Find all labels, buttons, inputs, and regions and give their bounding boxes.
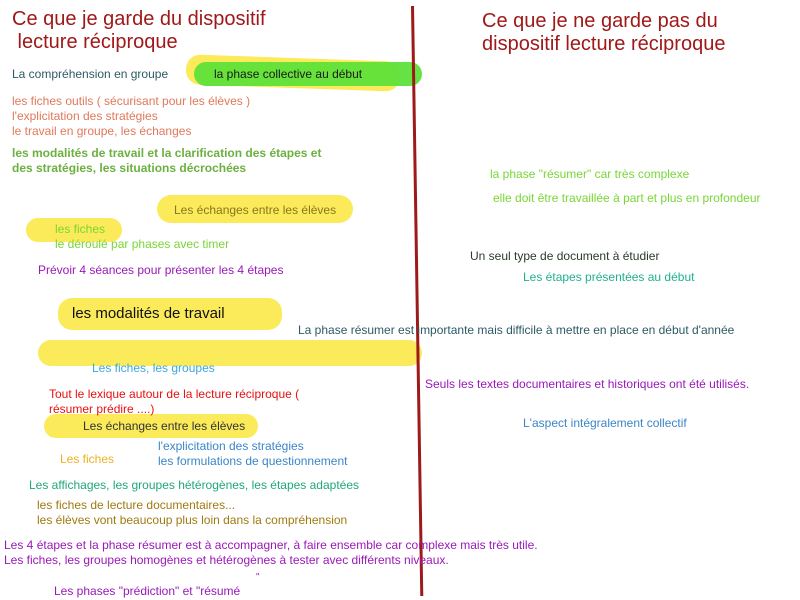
note-fiches-outils-line-2: l'explicitation des stratégies (12, 109, 158, 123)
note-echanges-2: Les échanges entre les élèves (83, 419, 246, 433)
note-modalites-travail: les modalités de travail (72, 305, 225, 322)
note-echanges-1: Les échanges entre les élèves (174, 203, 337, 217)
note-quatre-etapes (4, 538, 538, 568)
note-lexique-line-1: Tout le lexique autour de la lecture réciproque ( (49, 387, 300, 401)
note-fiches-lecture-line-1: les fiches de lecture documentaires... (37, 498, 236, 512)
note-fiches-outils-line-1: les fiches outils ( sécurisant pour les élèves ) (12, 94, 251, 108)
heading-right (482, 10, 725, 56)
note-seuls-textes: Seuls les textes documentaires et historiques ont été utilisés. (425, 377, 750, 391)
note-comprehension: La compréhension en groupe (12, 67, 169, 81)
note-fiches-lecture-line-2: les élèves vont beaucoup plus loin dans la compréhension (37, 513, 348, 527)
heading-left-line-1: Ce que je garde du dispositif (12, 8, 266, 30)
note-phases-prediction: Les phases "prédiction" et "résumé (54, 584, 241, 598)
note-fiches-deroule (55, 222, 229, 252)
note-fiches-groupes: Les fiches, les groupes (92, 361, 215, 375)
note-prevoir: Prévoir 4 séances pour présenter les 4 étapes (38, 263, 284, 277)
note-modalites-clarification (12, 146, 321, 176)
heading-right-line-1: Ce que je ne garde pas du (482, 10, 718, 32)
note-phase-collective: la phase collective au début (214, 67, 363, 81)
note-modalites-line-1: les modalités de travail et la clarification des étapes et (12, 146, 322, 160)
heading-left (12, 8, 266, 54)
note-phase-importante: La phase résumer est importante mais difficile à mettre en place en début d'année (298, 323, 735, 337)
note-affichages: Les affichages, les groupes hétérogènes, les étapes adaptées (29, 478, 360, 492)
note-fiches-outils (12, 94, 250, 139)
note-aspect-collectif: L'aspect intégralement collectif (523, 416, 687, 430)
note-modalites-line-2: des stratégies, les situations décrochées (12, 161, 247, 175)
note-phase-resumer: la phase "résumer" car très complexe (490, 167, 690, 181)
note-explicitation-line-2: les formulations de questionnement (158, 454, 348, 468)
note-etapes-debut: Les étapes présentées au début (523, 270, 695, 284)
note-fiches-outils-line-3: le travail en groupe, les échanges (12, 124, 192, 138)
note-stray-quote: " (256, 572, 260, 583)
note-lexique (49, 387, 299, 417)
note-travaillee: elle doit être travaillée à part et plus en profondeur (493, 191, 761, 205)
heading-right-line-2: dispositif lecture réciproque (482, 33, 726, 55)
note-quatre-etapes-line-1: Les 4 étapes et la phase résumer est à accompagner, à faire ensemble car complexe mais très utile. (4, 538, 538, 552)
note-fiches-line: les fiches (55, 222, 106, 236)
note-fiches-lecture (37, 498, 347, 528)
note-explicitation-line-1: l'explicitation des stratégies (158, 439, 304, 453)
note-les-fiches: Les fiches (60, 452, 115, 466)
note-lexique-line-2: résumer prédire ....) (49, 402, 155, 416)
column-divider (411, 6, 423, 596)
note-explicitation (158, 439, 347, 469)
note-quatre-etapes-line-2: Les fiches, les groupes homogènes et hétérogènes à tester avec différents niveaux. (4, 553, 449, 567)
note-seul-type: Un seul type de document à étudier (470, 249, 660, 263)
heading-left-line-2: lecture réciproque (12, 31, 178, 53)
note-deroule-line: le déroulé par phases avec timer (55, 237, 230, 251)
